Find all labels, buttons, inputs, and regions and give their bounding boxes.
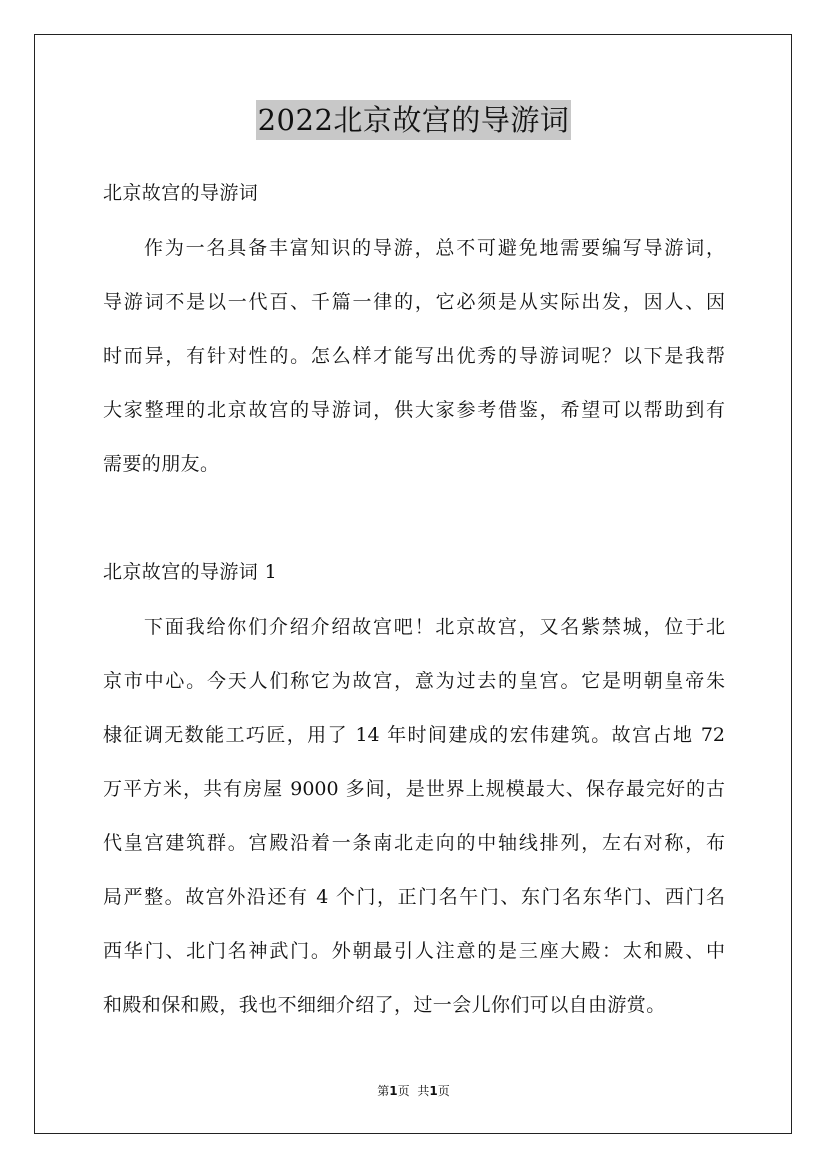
paragraph-line: 导游词不是以一代百、千篇一律的，它必须是从实际出发，因人、因 [103, 291, 725, 313]
paragraph-line: 和殿和保和殿，我也不细细介绍了，过一会儿你们可以自由游赏。 [103, 994, 666, 1016]
page-suffix: 页 [397, 1084, 410, 1098]
total-page-number: 1 [429, 1084, 438, 1098]
page-prefix: 第 [377, 1084, 390, 1098]
paragraph-line: 棣征调无数能工巧匠，用了 14 年时间建成的宏伟建筑。故宫占地 72 [103, 724, 725, 746]
paragraph-line: 局严整。故宫外沿还有 4 个门，正门名午门、东门名东华门、西门名 [103, 886, 725, 908]
total-prefix: 共 [417, 1084, 430, 1098]
paragraph-line: 作为一名具备丰富知识的导游，总不可避免地需要编写导游词， [144, 237, 725, 259]
paragraph-line: 京市中心。今天人们称它为故宫，意为过去的皇宫。它是明朝皇帝朱 [103, 670, 725, 692]
section-heading: 北京故宫的导游词 [103, 182, 259, 204]
title-container [0, 100, 827, 140]
paragraph-line: 万平方米，共有房屋 9000 多间，是世界上规模最大、保存最完好的古 [103, 778, 725, 800]
paragraph-line: 时而异，有针对性的。怎么样才能写出优秀的导游词呢？以下是我帮 [103, 345, 725, 367]
section-heading: 北京故宫的导游词 1 [103, 561, 278, 583]
paragraph-line: 需要的朋友。 [103, 453, 220, 475]
current-page-number: 1 [389, 1084, 398, 1098]
document-title: 2022北京故宫的导游词 [256, 100, 572, 140]
total-suffix: 页 [437, 1084, 450, 1098]
paragraph-line: 下面我给你们介绍介绍故宫吧！北京故宫，又名紫禁城，位于北 [144, 616, 725, 638]
paragraph-line: 西华门、北门名神武门。外朝最引人注意的是三座大殿：太和殿、中 [103, 940, 725, 962]
page-footer [0, 1083, 827, 1099]
paragraph-line: 代皇宫建筑群。宫殿沿着一条南北走向的中轴线排列，左右对称，布 [103, 832, 725, 854]
paragraph-line: 大家整理的北京故宫的导游词，供大家参考借鉴，希望可以帮助到有 [103, 399, 725, 421]
